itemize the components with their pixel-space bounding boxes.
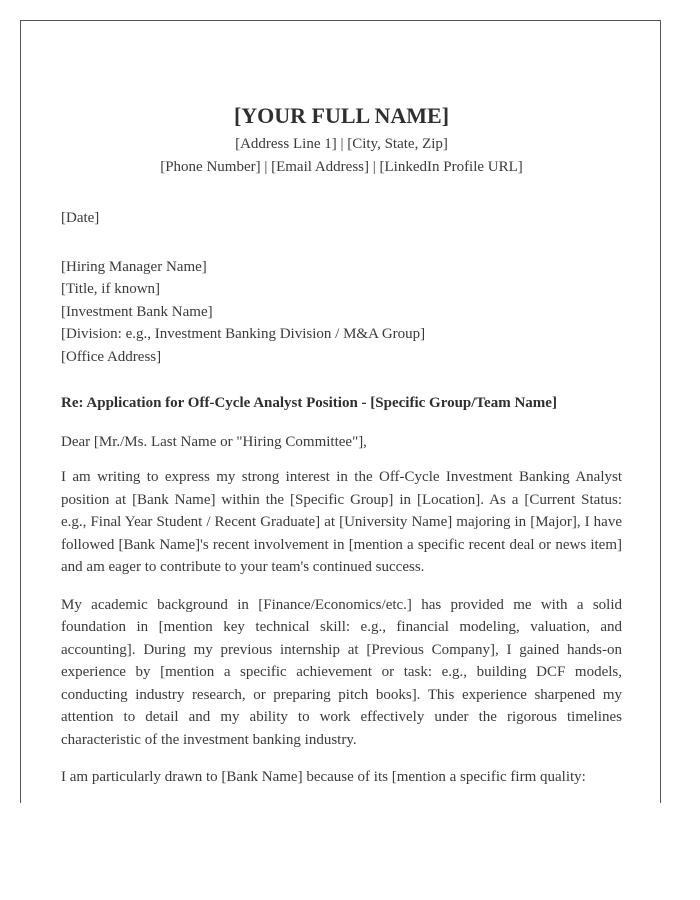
applicant-name: [YOUR FULL NAME] — [233, 103, 450, 128]
recipient-name: [Hiring Manager Name] — [61, 258, 207, 275]
letter-body — [61, 101, 622, 803]
paragraph-intro: I am writing to express my strong interest in the Off-Cycle Investment Banking Analyst position at [Bank Name] within the [Specific Group] in [Location]. As a [Current Status: e.g., Final Year Student / Recent Graduate] at [University Name] majoring in [Major], I have followed [Bank Name]'s recent involvement in [mention a specific recent deal or news item] and am eager to contribute to your team's continued success. — [61, 469, 622, 575]
address-line: [Address Line 1] | [City, State, Zip] — [235, 136, 448, 152]
letter-header — [61, 101, 622, 179]
letter-page — [20, 20, 661, 803]
paragraph-motivation: I am particularly drawn to [Bank Name] because of its [mention a specific firm quality: — [61, 769, 586, 785]
subject-line: Re: Application for Off-Cycle Analyst Position - [Specific Group/Team Name] — [61, 395, 557, 411]
recipient-title: [Title, if known] — [61, 281, 161, 297]
salutation: Dear [Mr./Ms. Last Name or "Hiring Committee"], — [61, 433, 367, 450]
recipient-bank: [Investment Bank Name] — [61, 303, 213, 320]
recipient-address: [Office Address] — [61, 348, 162, 365]
letter-date: [Date] — [61, 210, 100, 226]
recipient-block — [61, 256, 622, 369]
contact-line: [Phone Number] | [Email Address] | [LinkedIn Profile URL] — [160, 159, 523, 175]
recipient-division: [Division: e.g., Investment Banking Division / M&A Group] — [61, 326, 426, 342]
paragraph-background: My academic background in [Finance/Economics/etc.] has provided me with a solid foundation in [mention key technical skill: e.g., financial modeling, valuation, and accounting]. During my previous internship at [Previous Company], I gained hands-on experience by [mention a specific achievement or task: e.g., building DCF models, conducting industry research, or preparing pitch books]. This experience sharpened my attention to detail and my ability to work effectively under the rigorous timelines characteristic of the investment banking industry. — [61, 596, 622, 748]
